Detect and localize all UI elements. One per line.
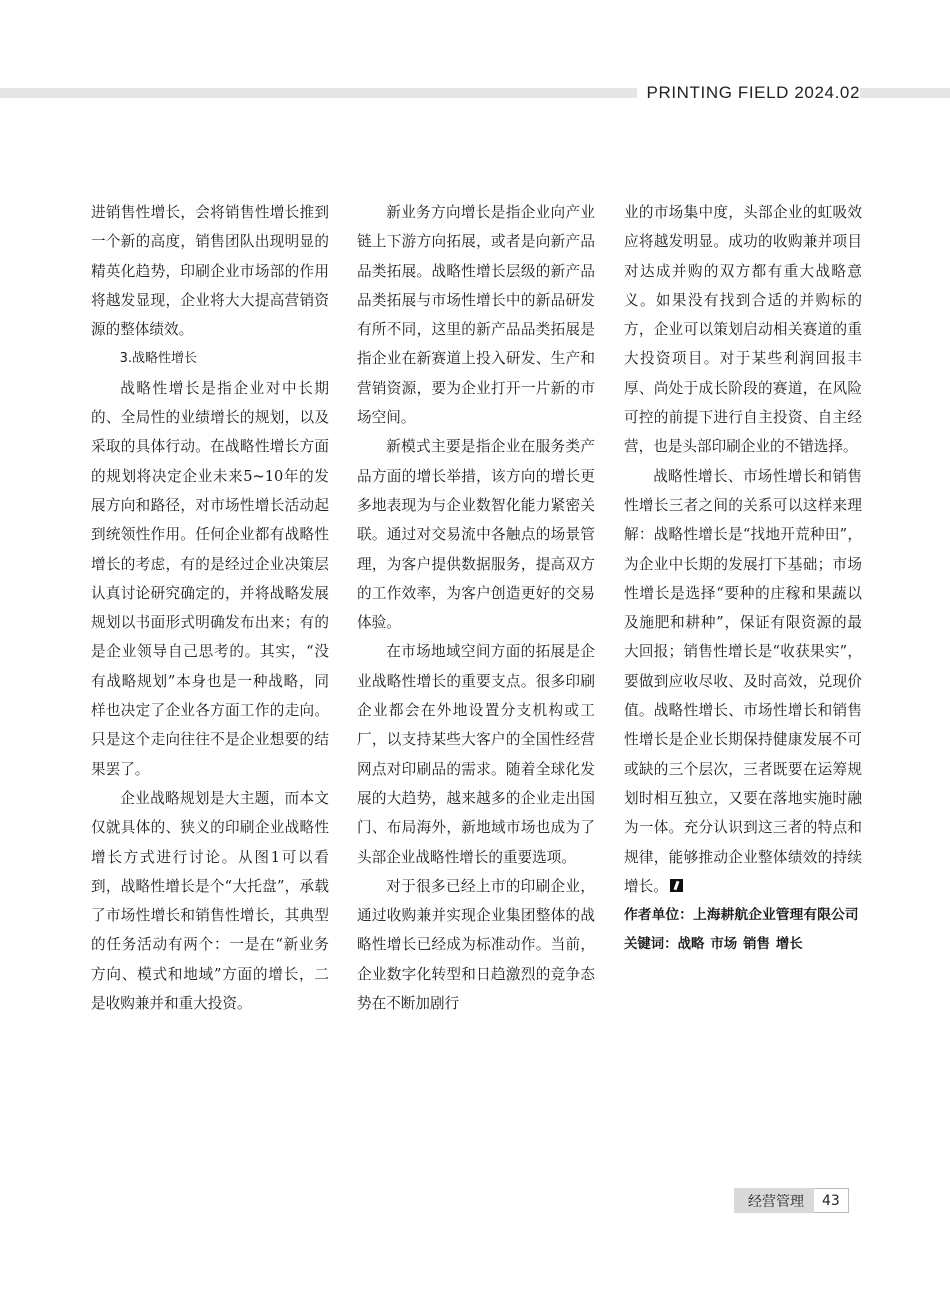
keyword: 增长 <box>775 937 803 953</box>
article-column-1 <box>91 198 329 1018</box>
paragraph-text: 战略性增长、市场性增长和销售性增长三者之间的关系可以这样来理解：战略性增长是“找地开荒种田”，为企业中长期的发展打下基础；市场性增长是选择“要种的庄稼和果蔬以及施肥和耕种”，保证有限资源的最大回报；销售性增长是“收获果实”，要做到应收尽收、及时高效，兑现价值。战略性增长、市场性增长和销售性增长是企业长期保持健康发展不可或缺的三个层次，三者既要在运筹规划时相互独立，又要在落地实施时融为一体。充分认识到这三者的特点和规律，能够推动企业整体绩效的持续增长。 <box>624 467 862 895</box>
article-column-2 <box>357 198 595 1018</box>
paragraph: 新业务方向增长是指企业向产业链上下游方向拓展，或者是向新产品品类拓展。战略性增长层级的新产品品类拓展与市场性增长中的新品研发有所不同，这里的新产品品类拓展是指企业在新赛道上投入研发、生产和营销资源，要为企业打开一片新的市场空间。 <box>357 204 595 427</box>
paragraph: 对于很多已经上市的印刷企业，通过收购兼并实现企业集团整体的战略性增长已经成为标准动作。当前，企业数字化转型和日趋激烈的竞争态势在不断加剧行 <box>357 877 595 1013</box>
paragraph: 战略性增长是指企业对中长期的、全局性的业绩增长的规划，以及采取的具体行动。在战略性增长方面的规划将决定企业未来5~10年的发展方向和路径，对市场性增长活动起到统领性作用。任何企业都有战略性增长的考虑，有的是经过企业决策层认真讨论研究确定的，并将战略发展规划以书面形式明确发布出来；有的是企业领导自己思考的。其实，“没有战略规划”本身也是一种战略，同样也决定了企业各方面工作的走向。只是这个走向往往不是企业想要的结果罢了。 <box>91 379 329 778</box>
paragraph: 进销售性增长，会将销售性增长推到一个新的高度，销售团队出现明显的精英化趋势，印刷企业市场部的作用将越发显现，企业将大大提高营销资源的整体绩效。 <box>91 204 329 339</box>
keyword: 销售 <box>743 937 770 953</box>
final-paragraph <box>624 462 862 901</box>
magazine-header: PRINTING FIELD 2024.02 <box>637 82 861 104</box>
paragraph: 业的市场集中度，头部企业的虹吸效应将越发明显。成功的收购兼并项目对达成并购的双方都有重大战略意义。如果没有找到合适的并购标的方，企业可以策划启动相关赛道的重大投资项目。对于某些利润回报丰厚、尚处于成长阶段的赛道，在风险可控的前提下进行自主投资、自主经营，也是头部印刷企业的不错选择。 <box>624 204 862 456</box>
article-column-3 <box>624 198 862 960</box>
keyword: 战略 <box>677 937 705 953</box>
page-footer <box>734 1188 849 1213</box>
author-affiliation: 作者单位：上海耕航企业管理有限公司 <box>624 907 859 924</box>
keywords-line <box>624 930 862 959</box>
keyword: 市场 <box>710 937 738 953</box>
page-number: 43 <box>814 1188 849 1213</box>
section-subheading: 3.战略性增长 <box>119 351 197 367</box>
section-name: 经营管理 <box>734 1188 814 1213</box>
paragraph: 新模式主要是指企业在服务类产品方面的增长举措，该方向的增长更多地表现为与企业数智化能力紧密关联。通过对交易流中各触点的场景管理，为客户提供数据服务，提高双方的工作效率，为客户创造更好的交易体验。 <box>357 438 595 632</box>
end-of-article-icon <box>670 879 683 892</box>
paragraph: 在市场地域空间方面的拓展是企业战略性增长的重要支点。很多印刷企业都会在外地设置分支机构或工厂，以支持某些大客户的全国性经营网点对印刷品的需求。随着全球化发展的大趋势，越来越多的企业走出国门、布局海外，新地域市场也成为了头部企业战略性增长的重要选项。 <box>357 643 595 866</box>
keywords-label: 关键词： <box>624 937 678 953</box>
paragraph: 企业战略规划是大主题，而本文仅就具体的、狭义的印刷企业战略性增长方式进行讨论。从图1可以看到，战略性增长是个“大托盘”，承载了市场性增长和销售性增长，其典型的任务活动有两个：一是在“新业务方向、模式和地域”方面的增长，二是收购兼并和重大投资。 <box>91 789 329 1013</box>
